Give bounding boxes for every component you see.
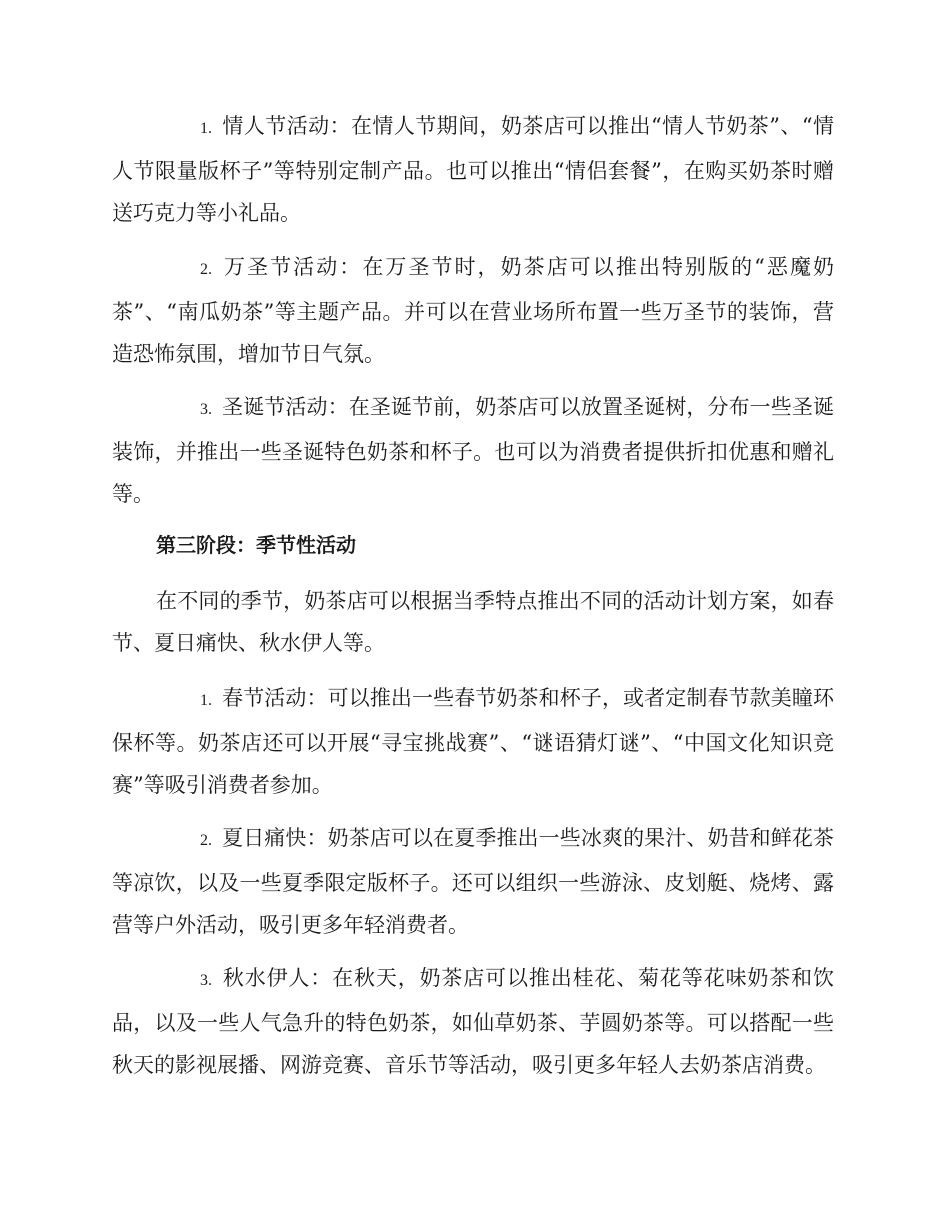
list-text: 情人节活动：在情人节期间，奶茶店可以推出“情人节奶茶”、“情人节限量版杯子”等特别定制产品。也可以推出“情侣套餐”，在购买奶茶时赠送巧克力等小礼品。 [112,114,834,225]
list-number: 2. [200,832,212,849]
list-item-summer [112,817,834,946]
paragraph [112,386,834,515]
section-intro: 在不同的季节，奶茶店可以根据当季特点推出不同的活动计划方案，如春节、夏日痛快、秋水伊人等。 [112,589,834,655]
section-heading: 第三阶段：季节性活动 [156,533,356,557]
list-item-valentines [112,105,834,234]
list-text: 夏日痛快：奶茶店可以在夏季推出一些冰爽的果汁、奶昔和鲜花茶等凉饮，以及一些夏季限定版杯子。还可以组织一些游泳、皮划艇、烧烤、露营等户外活动，吸引更多年轻消费者。 [112,826,834,937]
list-item-autumn [112,957,834,1086]
list-text: 圣诞节活动：在圣诞节前，奶茶店可以放置圣诞树，分布一些圣诞装饰，并推出一些圣诞特色奶茶和杯子。也可以为消费者提供折扣优惠和赠礼等。 [112,395,834,506]
list-number: 1. [200,692,212,709]
paragraph [112,246,834,375]
list-item-spring-festival [112,677,834,806]
list-item-halloween [112,246,834,375]
list-text: 秋水伊人：在秋天，奶茶店可以推出桂花、菊花等花味奶茶和饮品，以及一些人气急升的特色奶茶，如仙草奶茶、芋圆奶茶等。可以搭配一些秋天的影视展播、网游竞赛、音乐节等活动，吸引更多年轻人去奶茶店消费。 [112,966,834,1077]
paragraph [112,817,834,946]
paragraph [112,957,834,1086]
list-text: 春节活动：可以推出一些春节奶茶和杯子，或者定制春节款美瞳环保杯等。奶茶店还可以开展“寻宝挑战赛”、“谜语猜灯谜”、“中国文化知识竞赛”等吸引消费者参加。 [112,686,834,797]
list-number: 1. [200,120,212,137]
section-heading-block [112,524,834,566]
paragraph [112,105,834,234]
list-number: 3. [200,972,212,989]
list-number: 2. [200,261,212,278]
section-intro-block [112,580,834,664]
list-item-christmas [112,386,834,515]
paragraph [112,677,834,806]
list-number: 3. [200,401,212,418]
list-text: 万圣节活动：在万圣节时，奶茶店可以推出特别版的“恶魔奶茶”、“南瓜奶茶”等主题产品。并可以在营业场所布置一些万圣节的装饰，营造恐怖氛围，增加节日气氛。 [112,255,834,366]
